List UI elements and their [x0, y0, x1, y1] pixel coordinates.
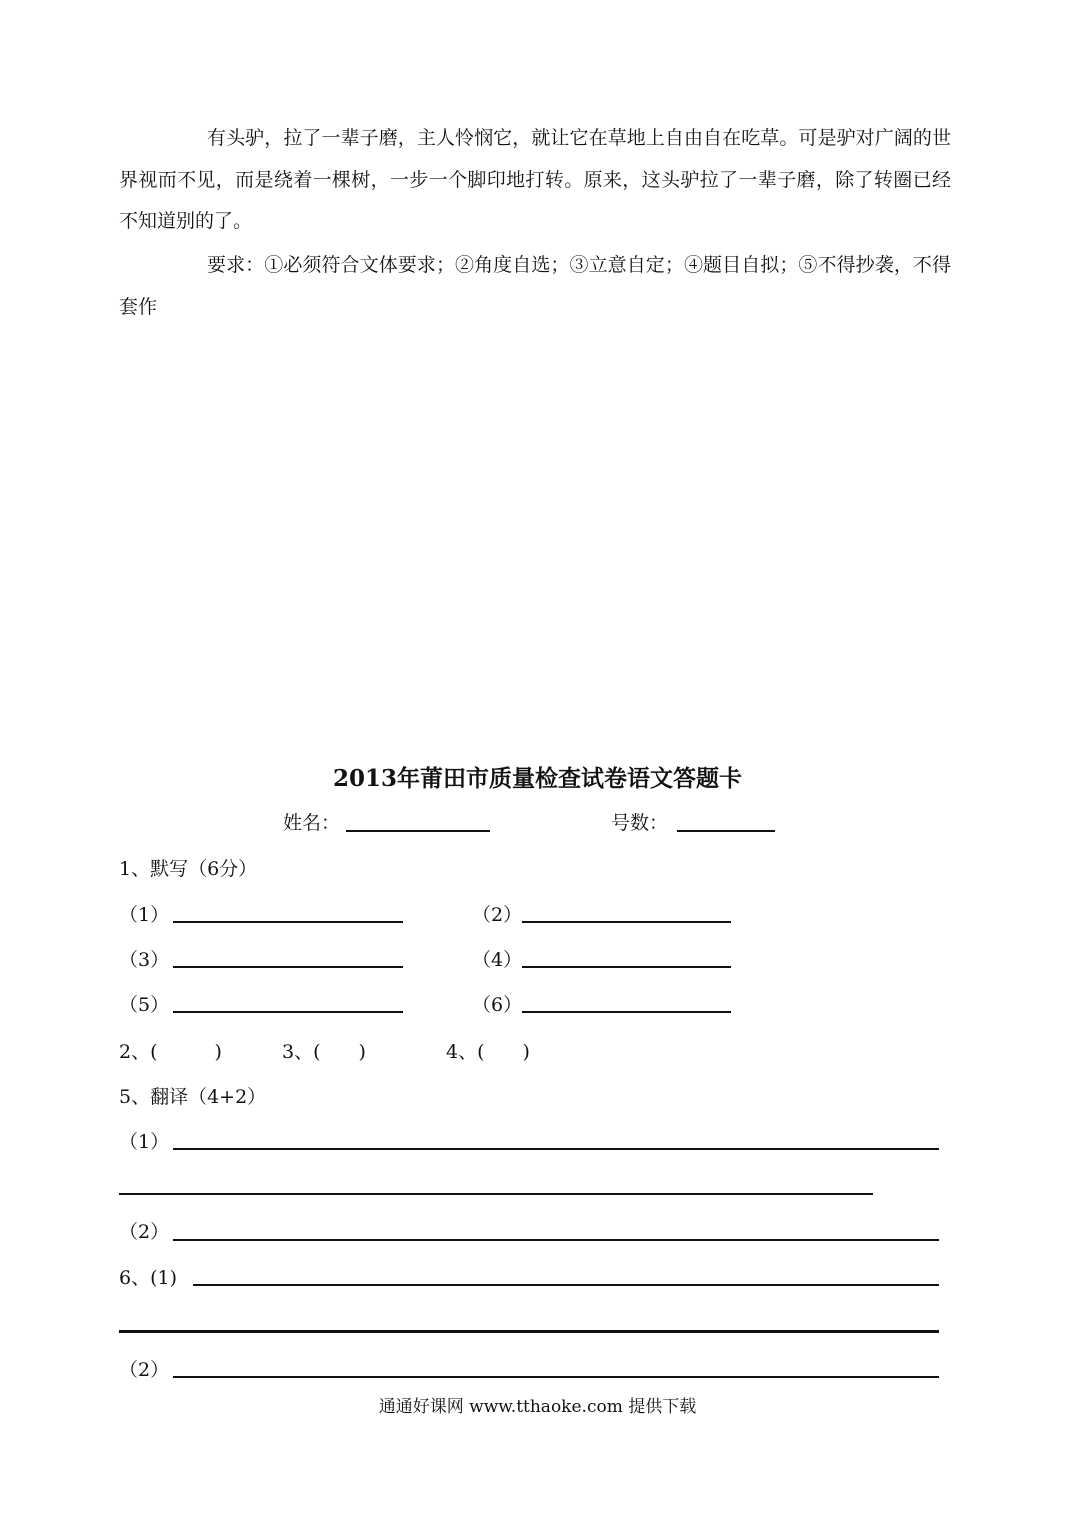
q1-item-3-label: （3） — [119, 949, 170, 971]
q1-item-2-answer-line[interactable] — [522, 921, 731, 923]
name-label: 姓名： — [283, 812, 341, 834]
essay-material-paragraph: 有头驴，拉了一辈子磨，主人怜悯它，就让它在草地上自由自在吃草。可是驴对广阔的世界视而不见，而是绕着一棵树，一步一个脚印地打转。原来，这头驴拉了一辈子磨，除了转圈已经不知道别的了。 — [119, 127, 951, 232]
q5-item-2-answer-line[interactable] — [173, 1239, 939, 1241]
q5-item-1-answer-line[interactable] — [173, 1148, 939, 1150]
q1-item-6-label: （6） — [472, 994, 523, 1016]
number-field[interactable] — [677, 830, 775, 832]
q6-item-2-answer-line[interactable] — [173, 1376, 939, 1378]
q1-label: 1、默写（6分） — [119, 858, 258, 880]
q6-item-1-label: 6、(1) — [119, 1267, 178, 1289]
page-footer: 通通好课网 www.tthaoke.com 提供下载 — [378, 1397, 697, 1417]
q5-item-2-label: （2） — [119, 1221, 170, 1243]
q1-item-3-answer-line[interactable] — [173, 966, 403, 968]
q1-item-1-answer-line[interactable] — [173, 921, 403, 923]
q1-item-1-label: （1） — [119, 904, 170, 926]
q5-label: 5、翻译（4+2） — [119, 1086, 267, 1108]
q6-item-1-answer-line[interactable] — [193, 1284, 939, 1286]
q1-item-4-answer-line[interactable] — [522, 966, 731, 968]
q6-item-1-answer-line-2[interactable] — [119, 1330, 939, 1333]
number-label: 号数： — [611, 812, 669, 834]
q1-item-5-label: （5） — [119, 994, 170, 1016]
q5-item-1-answer-line-2[interactable] — [119, 1193, 873, 1195]
q1-item-2-label: （2） — [472, 904, 523, 926]
q2-choice-box[interactable]: 2、( ) — [119, 1041, 222, 1063]
q4-choice-box[interactable]: 4、( ) — [446, 1041, 530, 1063]
q5-item-1-label: （1） — [119, 1131, 170, 1153]
q1-item-6-answer-line[interactable] — [522, 1011, 731, 1013]
q6-item-2-label: （2） — [119, 1359, 170, 1381]
essay-requirements-paragraph: 要求：①必须符合文体要求；②角度自选；③立意自定；④题目自拟；⑤不得抄袭，不得套作 — [119, 254, 951, 318]
q1-item-4-label: （4） — [472, 949, 523, 971]
q3-choice-box[interactable]: 3、( ) — [282, 1041, 366, 1063]
answer-card-title: 2013年莆田市质量检查试卷语文答题卡 — [332, 765, 742, 792]
q1-item-5-answer-line[interactable] — [173, 1011, 403, 1013]
name-field[interactable] — [346, 830, 490, 832]
